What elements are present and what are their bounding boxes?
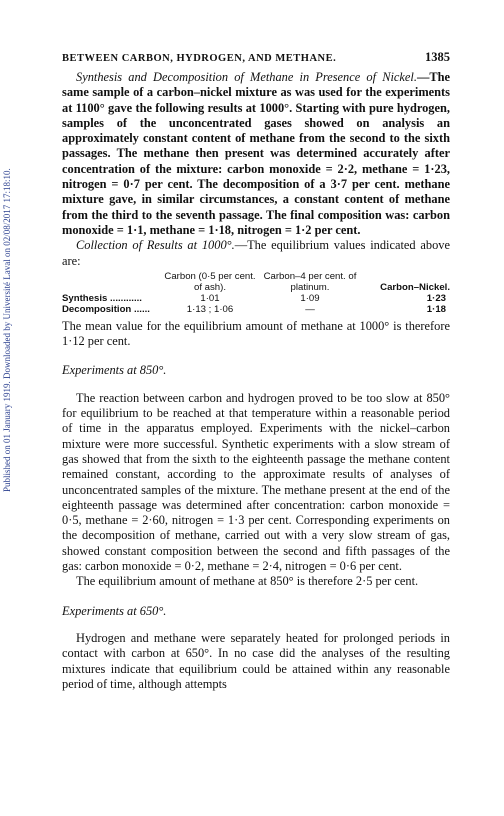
table-row-label: Decomposition ...... <box>62 303 150 315</box>
nickel-section-paragraph <box>62 70 450 238</box>
page-number: 1385 <box>425 50 450 64</box>
table-cell: 1·18 <box>426 303 446 315</box>
results-table-header-carbon-platinum: Carbon–4 per cent. of platinum. <box>263 270 357 293</box>
results-table-header-carbon: Carbon (0·5 per cent. of ash). <box>164 270 256 293</box>
mean-value-paragraph: The mean value for the equilibrium amount of methane at 1000° is therefore 1·12 per cent. <box>62 318 450 349</box>
table-cell: 1·01 <box>200 292 220 304</box>
table-cell: 1·23 <box>426 292 446 304</box>
section-850-paragraph-2: The equilibrium amount of methane at 850° is therefore 2·5 per cent. <box>76 574 419 589</box>
table-row <box>62 304 450 315</box>
results-table-header-carbon-nickel: Carbon–Nickel. <box>380 281 450 293</box>
nickel-section-title: Synthesis and Decomposition of Methane in Presence of Nickel. <box>76 70 417 84</box>
section-850-title: Experiments at 850°. <box>62 363 167 378</box>
running-header <box>62 50 450 66</box>
collection-title: Collection of Results at 1000°. <box>76 238 235 253</box>
running-title: BETWEEN CARBON, HYDROGEN, AND METHANE. <box>62 53 337 64</box>
section-650-title: Experiments at 650°. <box>62 603 167 618</box>
results-table-header-row <box>62 271 450 293</box>
table-row <box>62 293 450 304</box>
article-body <box>62 70 450 692</box>
table-cell: 1·13 ; 1·06 <box>186 303 234 315</box>
collection-text: —The equilibrium values indicated above are: <box>62 238 450 268</box>
collection-paragraph <box>62 238 450 269</box>
section-850-paragraph-1: The reaction between carbon and hydrogen proved to be too slow at 850° for equilibrium to be reached at that temperature within a reasonable period of time in the apparatus employed. Experiments with the nickel–carbon mixture were more successful. Synthetic experiments with a slow stream of gas showed that from the sixth to the eighteenth passage the methane content remained constant, according to the approximate results of analyses of unconcentrated samples of the mixture. The methane present at the end of the eighteenth passage was determined after concentration: carbon monoxide = 0·5, methane = 2·60, nitrogen = 1·3 per cent. Corresponding experiments on the decomposition of methane, carried out with a very slow stream of gas, showed constant composition between the second and fifth passages of the gas: carbon monoxide = 0·2, methane = 2·4, nitrogen = 0·6 per cent. <box>62 390 450 574</box>
results-table-header-blank <box>62 271 162 293</box>
table-row-label: Synthesis ............ <box>62 292 142 304</box>
results-table <box>62 271 450 315</box>
table-cell: — <box>305 303 315 315</box>
nickel-section-text: —The same sample of a carbon–nickel mixture as was used for the experiments at 1100° gave the following results at 1000°. Starting with pure hydrogen, samples of the unconcentrated gases showed on analysis an approximately constant content of methane from the second to the sixth passages. The methane then present was determined accurately after concentration of the mixture: carbon monoxide = 2·2, methane = 1·23, nitrogen = 0·7 per cent. The decomposition of a 3·7 per cent. methane mixture gave, in similar circumstances, a constant content of methane from the third to the seventh passage. The final composition was: carbon monoxide = 1·1, methane = 1·18, nitrogen = 1·2 per cent. <box>62 70 450 237</box>
publication-sidebar-note: Published on 01 January 1919. Downloaded by Université Laval on 02/08/2017 17:18:10. <box>2 168 12 492</box>
table-cell: 1·09 <box>300 292 320 304</box>
section-650-paragraph-1: Hydrogen and methane were separately heated for prolonged periods in contact with carbon at 650°. In no case did the analyses of the resulting mixtures indicate that equilibrium could be attained within any reasonable period of time, although attempts <box>62 630 450 691</box>
